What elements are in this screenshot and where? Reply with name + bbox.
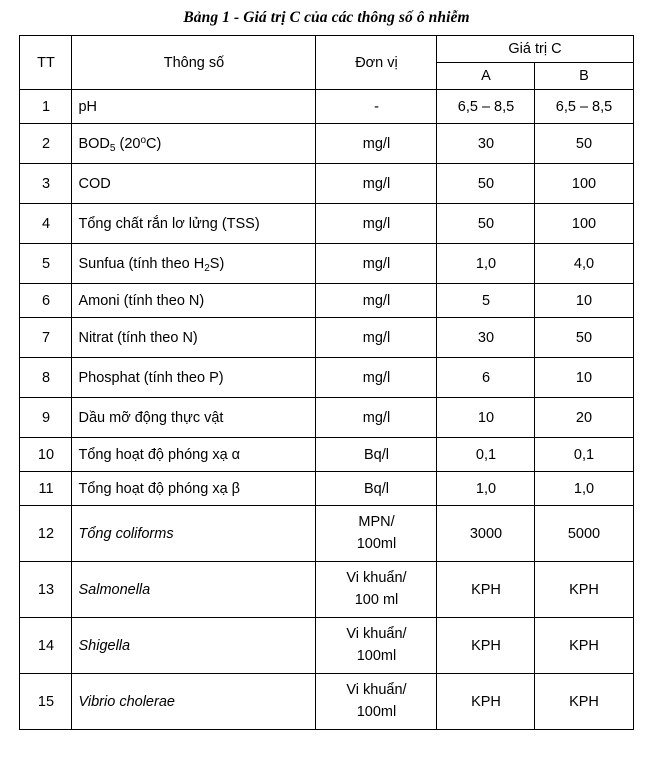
cell-value-b: 4,0 [535, 244, 633, 284]
table-header-row-1 [20, 36, 633, 63]
cell-tt: 14 [20, 618, 72, 674]
cell-tt: 6 [20, 284, 72, 318]
cell-unit: mg/l [316, 124, 437, 164]
cell-unit-line1: Vi khuẩn/ [346, 681, 407, 698]
cell-unit: mg/l [316, 204, 437, 244]
cell-unit: mg/l [316, 244, 437, 284]
cell-parameter: $BOD_5$ (20$^o$C) [72, 124, 316, 164]
table-row [20, 438, 633, 472]
cell-value-a: 50 [437, 204, 535, 244]
cell-value-a: 30 [437, 318, 535, 358]
cell-unit [316, 674, 437, 730]
table-row [20, 204, 633, 244]
cell-value-a: KPH [437, 674, 535, 730]
cell-parameter: pH [72, 90, 316, 124]
cell-value-b: 5000 [535, 506, 633, 562]
cell-parameter: Sunfua (tính theo $H_2S$) [72, 244, 316, 284]
table-body [20, 90, 633, 730]
cell-tt: 2 [20, 124, 72, 164]
table-header [20, 36, 633, 90]
cell-value-b: 10 [535, 358, 633, 398]
column-header-unit: Đơn vị [316, 36, 437, 90]
column-header-tt: TT [20, 36, 72, 90]
cell-unit: - [316, 90, 437, 124]
cell-tt: 12 [20, 506, 72, 562]
cell-tt: 7 [20, 318, 72, 358]
cell-unit: mg/l [316, 398, 437, 438]
cell-unit: mg/l [316, 358, 437, 398]
cell-unit-line1: MPN/ [358, 513, 395, 530]
cell-tt: 11 [20, 472, 72, 506]
cell-value-b: 0,1 [535, 438, 633, 472]
cell-tt: 9 [20, 398, 72, 438]
cell-tt: 13 [20, 562, 72, 618]
cell-unit-line1: Vi khuẩn/ [346, 625, 407, 642]
cell-value-a: KPH [437, 618, 535, 674]
cell-unit: Bq/l [316, 438, 437, 472]
table-row [20, 674, 633, 730]
cell-parameter: Salmonella [72, 562, 316, 618]
cell-tt: 8 [20, 358, 72, 398]
cell-parameter: Dầu mỡ động thực vật [72, 398, 316, 438]
cell-value-b: 50 [535, 124, 633, 164]
cell-value-b: KPH [535, 618, 633, 674]
cell-parameter: Tổng hoạt độ phóng xạ β [72, 472, 316, 506]
cell-unit-line1: Vi khuẩn/ [346, 569, 407, 586]
cell-value-a: 6 [437, 358, 535, 398]
cell-parameter: Vibrio cholerae [72, 674, 316, 730]
table-row [20, 562, 633, 618]
cell-value-a: 1,0 [437, 244, 535, 284]
table-row [20, 398, 633, 438]
column-header-parameter: Thông số [72, 36, 316, 90]
cell-value-a: 5 [437, 284, 535, 318]
cell-unit [316, 562, 437, 618]
table-row [20, 164, 633, 204]
cell-value-b: 50 [535, 318, 633, 358]
cell-tt: 1 [20, 90, 72, 124]
cell-unit [316, 506, 437, 562]
cell-tt: 4 [20, 204, 72, 244]
cell-parameter: Tổng hoạt độ phóng xạ α [72, 438, 316, 472]
table-row [20, 318, 633, 358]
cell-value-a: 3000 [437, 506, 535, 562]
table-row [20, 506, 633, 562]
cell-unit-line2: 100 ml [354, 591, 399, 608]
table-row [20, 472, 633, 506]
cell-value-b: 100 [535, 164, 633, 204]
table-row [20, 244, 633, 284]
cell-parameter: Amoni (tính theo N) [72, 284, 316, 318]
column-header-a: A [437, 63, 535, 90]
cell-unit-line2: 100ml [356, 535, 397, 552]
table-row [20, 618, 633, 674]
cell-parameter: Tổng chất rắn lơ lửng (TSS) [72, 204, 316, 244]
cell-value-a: 0,1 [437, 438, 535, 472]
cell-unit-line2: 100ml [356, 703, 397, 720]
table-row [20, 124, 633, 164]
cell-tt: 5 [20, 244, 72, 284]
cell-tt: 3 [20, 164, 72, 204]
cell-value-a: KPH [437, 562, 535, 618]
column-header-b: B [535, 63, 633, 90]
cell-unit: mg/l [316, 284, 437, 318]
cell-value-a: 6,5 – 8,5 [437, 90, 535, 124]
cell-value-b: 20 [535, 398, 633, 438]
cell-value-b: KPH [535, 562, 633, 618]
cell-value-b: 1,0 [535, 472, 633, 506]
cell-unit: mg/l [316, 318, 437, 358]
table-row [20, 358, 633, 398]
cell-value-a: 10 [437, 398, 535, 438]
cell-parameter: Tổng coliforms [72, 506, 316, 562]
table-row [20, 90, 633, 124]
cell-unit: mg/l [316, 164, 437, 204]
pollution-parameter-table [19, 35, 633, 730]
cell-value-b: 6,5 – 8,5 [535, 90, 633, 124]
cell-unit [316, 618, 437, 674]
column-header-group-c: Giá trị C [437, 36, 633, 63]
cell-tt: 15 [20, 674, 72, 730]
cell-tt: 10 [20, 438, 72, 472]
cell-parameter: Shigella [72, 618, 316, 674]
cell-value-a: 30 [437, 124, 535, 164]
cell-parameter: Phosphat (tính theo P) [72, 358, 316, 398]
cell-parameter: Nitrat (tính theo N) [72, 318, 316, 358]
cell-value-a: 50 [437, 164, 535, 204]
cell-parameter: COD [72, 164, 316, 204]
cell-value-b: 100 [535, 204, 633, 244]
cell-value-a: 1,0 [437, 472, 535, 506]
cell-value-b: 10 [535, 284, 633, 318]
table-caption: Bảng 1 - Giá trị C của các thông số ô nhiễm [183, 9, 470, 26]
table-row [20, 284, 633, 318]
cell-unit: Bq/l [316, 472, 437, 506]
cell-value-b: KPH [535, 674, 633, 730]
cell-unit-line2: 100ml [356, 647, 397, 664]
